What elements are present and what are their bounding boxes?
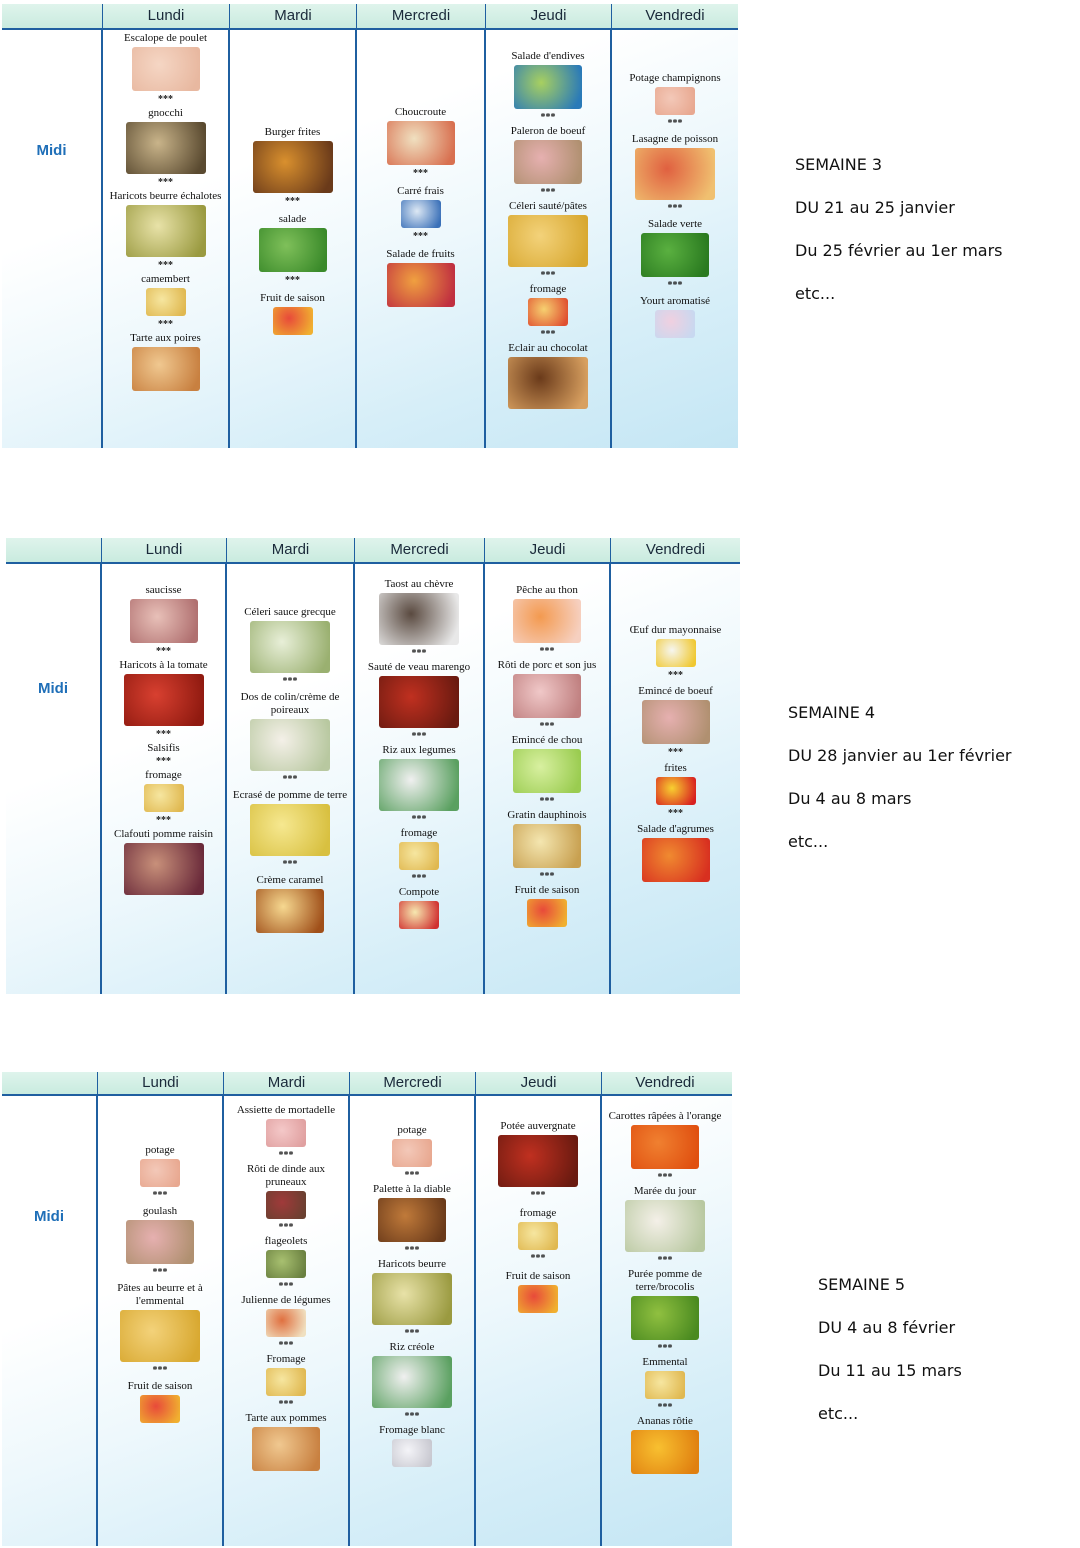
dish-separator: ***	[530, 1190, 546, 1201]
dish-separator: ***	[667, 203, 683, 214]
menu-week-5	[2, 1072, 732, 1546]
fruit-salad-icon	[387, 263, 455, 307]
dish-name: Burger frites	[264, 126, 321, 138]
tart-icon	[132, 347, 200, 391]
menu-body	[2, 30, 738, 448]
dish-name: Potage champignons	[629, 72, 721, 84]
dish-separator: ***	[540, 112, 556, 123]
soup-bowl-icon	[655, 87, 695, 115]
header-jeudi: Jeudi	[486, 4, 612, 28]
dish-separator: ***	[156, 646, 171, 657]
dish-separator: ***	[657, 1343, 673, 1354]
day-column-vendredi	[612, 30, 738, 448]
header-mercredi: Mercredi	[350, 1072, 476, 1094]
week-title: SEMAINE 5	[818, 1275, 906, 1294]
dish-name: Palette à la diable	[373, 1183, 451, 1195]
day-column-jeudi	[476, 1096, 602, 1546]
dish-name: Ecrasé de pomme de terre	[232, 789, 348, 801]
dish-separator: ***	[530, 1253, 546, 1264]
dish-name: Dos de colin/crème de poireaux	[240, 691, 340, 716]
dish-name: Purée pomme de terre/brocolis	[628, 1268, 702, 1293]
day-column-mardi	[230, 30, 357, 448]
dish-name: Emincé de boeuf	[638, 685, 713, 697]
dish-name: Assiette de mortadelle	[236, 1104, 336, 1116]
day-column-mardi	[224, 1096, 350, 1546]
dish-name: Haricots beurre	[377, 1258, 447, 1270]
dish-name: Tarte aux poires	[130, 332, 201, 344]
soup-bowl-icon	[140, 1159, 180, 1187]
compote-icon	[399, 901, 439, 929]
dish-name: Salade d'endives	[511, 50, 585, 62]
cheese-icon	[144, 784, 184, 812]
apple-cheese-icon	[528, 298, 568, 326]
endive-icon	[514, 65, 582, 109]
day-column-mardi	[227, 564, 355, 994]
dish-name: Choucroute	[394, 106, 447, 118]
date-range-2: Du 11 au 15 mars	[818, 1361, 962, 1380]
fruit-icon	[518, 1285, 558, 1313]
dish-separator: ***	[411, 814, 427, 825]
dish-separator: ***	[278, 1281, 294, 1292]
dish-separator: ***	[278, 1399, 294, 1410]
dish-separator: ***	[278, 1222, 294, 1233]
week-5-dates	[818, 1275, 962, 1447]
dish-separator: ***	[152, 1267, 168, 1278]
dish-separator: ***	[668, 670, 683, 681]
fromage-blanc-icon	[392, 1439, 432, 1467]
dish-name: Haricots beurre échalotes	[109, 190, 222, 202]
date-range-2: Du 25 février au 1er mars	[795, 241, 1003, 260]
potato-icon	[250, 804, 330, 856]
dish-name: Fruit de saison	[127, 1380, 193, 1392]
header-mercredi: Mercredi	[355, 538, 485, 562]
eclair-icon	[508, 357, 588, 409]
dish-separator: ***	[540, 270, 556, 281]
dish-separator: ***	[668, 808, 683, 819]
dish-name: Salade verte	[647, 218, 703, 230]
dish-name: fromage	[400, 827, 438, 839]
cabbage-icon	[513, 749, 581, 793]
burger-icon	[253, 141, 333, 193]
dish-name: Rôti de porc et son jus	[497, 659, 597, 671]
day-header	[2, 1072, 732, 1096]
dish-name: fromage	[145, 769, 182, 781]
date-range-1: DU 4 au 8 février	[818, 1318, 956, 1337]
dish-name: Pêche au thon	[516, 584, 578, 596]
cheese-icon	[399, 842, 439, 870]
fish-icon	[250, 719, 330, 771]
dish-name: fromage	[529, 283, 567, 295]
header-lundi: Lundi	[102, 538, 227, 562]
dish-separator: ***	[158, 319, 173, 330]
ham-icon	[266, 1119, 306, 1147]
dish-name: camembert	[141, 273, 190, 285]
flan-icon	[256, 889, 324, 933]
header-blank	[6, 538, 102, 562]
clafoutis-icon	[124, 843, 204, 895]
dish-separator: ***	[152, 1190, 168, 1201]
dish-name: Salade de fruits	[386, 248, 455, 260]
header-blank	[2, 1072, 98, 1094]
gratin-icon	[513, 824, 581, 868]
dish-name: Fromage	[266, 1353, 306, 1365]
dish-name: Potée auvergnate	[500, 1120, 576, 1132]
dish-name: potage	[397, 1124, 427, 1136]
dish-name: Marée du jour	[633, 1185, 697, 1197]
dish-name: potage	[145, 1144, 175, 1156]
stew-icon	[379, 676, 459, 728]
cheese-box-icon	[401, 200, 441, 228]
roast-icon	[378, 1198, 446, 1242]
pasta-icon	[508, 215, 588, 267]
dish-separator: ***	[404, 1170, 420, 1181]
dish-name: fromage	[519, 1207, 557, 1219]
label-column	[2, 1096, 98, 1546]
week-title: SEMAINE 4	[788, 703, 876, 722]
date-range-1: DU 21 au 25 janvier	[795, 198, 955, 217]
salad-icon	[259, 228, 327, 272]
dish-separator: ***	[158, 94, 173, 105]
dish-name: Ananas rôtie	[637, 1415, 693, 1427]
dish-separator: ***	[278, 1340, 294, 1351]
dish-name: goulash	[142, 1205, 178, 1217]
date-etc: etc...	[795, 284, 836, 303]
dish-name: Gratin dauphinois	[507, 809, 587, 821]
fruit-icon	[273, 307, 313, 335]
sausage-icon	[130, 599, 198, 643]
day-column-lundi	[102, 564, 227, 994]
sauerkraut-icon	[387, 121, 455, 165]
dish-name: Tarte aux pommes	[245, 1412, 327, 1424]
header-mardi: Mardi	[224, 1072, 350, 1094]
dish-name: frites	[664, 762, 687, 774]
dish-separator: ***	[158, 177, 173, 188]
day-column-mercredi	[357, 30, 486, 448]
day-column-lundi	[103, 30, 230, 448]
dish-name: Taost au chèvre	[384, 578, 454, 590]
day-column-vendredi	[602, 1096, 728, 1546]
dish-name: Carré frais	[397, 185, 444, 197]
dish-separator: ***	[411, 731, 427, 742]
header-vendredi: Vendredi	[635, 1074, 695, 1091]
dish-separator: ***	[156, 756, 171, 767]
dish-name: Sauté de veau marengo	[367, 661, 471, 673]
header-mardi: Mardi	[230, 4, 357, 28]
puree-icon	[631, 1296, 699, 1340]
dish-name: Haricots à la tomate	[119, 659, 208, 671]
dish-name: Fruit de saison	[505, 1270, 571, 1282]
dish-separator: ***	[411, 873, 427, 884]
dish-separator: ***	[404, 1411, 420, 1422]
date-etc: etc...	[818, 1404, 859, 1423]
soup-bowl-icon	[392, 1139, 432, 1167]
beef-icon	[642, 700, 710, 744]
dish-name: Yourt aromatisé	[639, 295, 711, 307]
dish-separator: ***	[404, 1245, 420, 1256]
week-title: SEMAINE 3	[795, 155, 883, 174]
dish-name: Clafouti pomme raisin	[114, 828, 213, 840]
day-column-mercredi	[350, 1096, 476, 1546]
dish-name: Eclair au chocolat	[508, 342, 588, 354]
pineapple-icon	[631, 1430, 699, 1474]
midi-label: Midi	[38, 680, 68, 697]
dish-name: Paleron de boeuf	[510, 125, 586, 137]
dish-name: flageolets	[264, 1235, 308, 1247]
beef-icon	[126, 1220, 194, 1264]
day-column-jeudi	[485, 564, 611, 994]
dish-name: Salsifis	[147, 742, 180, 754]
header-jeudi: Jeudi	[476, 1072, 602, 1094]
dish-separator: ***	[404, 1328, 420, 1339]
dish-name: Escalope de poulet	[123, 32, 208, 44]
header-mercredi: Mercredi	[357, 4, 486, 28]
header-vendredi: Vendredi	[645, 541, 706, 558]
beef-icon	[514, 140, 582, 184]
dish-separator: ***	[657, 1255, 673, 1266]
tart-icon	[252, 1427, 320, 1471]
dish-separator: ***	[285, 275, 300, 286]
dish-name: Riz créole	[389, 1341, 435, 1353]
dish-separator: ***	[285, 196, 300, 207]
day-column-lundi	[98, 1096, 224, 1546]
dish-separator: ***	[539, 646, 555, 657]
cheese-icon	[518, 1222, 558, 1250]
turkey-icon	[266, 1191, 306, 1219]
header-lundi: Lundi	[103, 4, 230, 28]
dish-separator: ***	[657, 1172, 673, 1183]
dish-name: salade	[278, 213, 307, 225]
cheese-icon	[266, 1368, 306, 1396]
beans-green-icon	[266, 1250, 306, 1278]
pork-icon	[513, 674, 581, 718]
dish-name: Emmental	[642, 1356, 688, 1368]
lasagna-icon	[635, 148, 715, 200]
fish-icon	[625, 1200, 705, 1252]
fries-icon	[656, 777, 696, 805]
dish-name: Fruit de saison	[514, 884, 580, 896]
dish-name: Riz aux legumes	[382, 744, 456, 756]
fruit-icon	[140, 1395, 180, 1423]
dish-separator: ***	[539, 796, 555, 807]
menu-body	[6, 564, 740, 994]
dish-separator: ***	[667, 118, 683, 129]
beans-red-icon	[124, 674, 204, 726]
lettuce-icon	[641, 233, 709, 277]
midi-label: Midi	[36, 142, 67, 159]
dish-name: Fruit de saison	[260, 292, 325, 304]
day-column-jeudi	[486, 30, 612, 448]
header-blank	[2, 4, 103, 28]
dish-separator: ***	[282, 676, 298, 687]
dish-name: Julienne de légumes	[241, 1294, 331, 1306]
dish-name: Lasagne de poisson	[631, 133, 719, 145]
gnocchi-icon	[126, 122, 206, 174]
dish-separator: ***	[282, 859, 298, 870]
menu-body	[2, 1096, 732, 1546]
day-column-vendredi	[611, 564, 740, 994]
dish-name: Emincé de chou	[511, 734, 583, 746]
dish-separator: ***	[282, 774, 298, 785]
dish-name: gnocchi	[148, 107, 183, 119]
rice-icon	[372, 1356, 452, 1408]
day-header	[2, 4, 738, 30]
fruit-icon	[527, 899, 567, 927]
dish-separator: ***	[152, 1365, 168, 1376]
dish-separator: ***	[539, 871, 555, 882]
dish-separator: ***	[278, 1150, 294, 1161]
dish-name: Salade d'agrumes	[637, 823, 714, 835]
pasta-icon	[120, 1310, 200, 1362]
peach-icon	[513, 599, 581, 643]
egg-icon	[656, 639, 696, 667]
dish-separator: ***	[156, 815, 171, 826]
cheese-icon	[645, 1371, 685, 1399]
dish-separator: ***	[413, 168, 428, 179]
dish-name: Carottes râpées à l'orange	[608, 1110, 722, 1122]
dish-separator: ***	[158, 260, 173, 271]
dish-separator: ***	[411, 648, 427, 659]
dish-separator: ***	[667, 280, 683, 291]
carrot-icon	[631, 1125, 699, 1169]
date-range-1: DU 28 janvier au 1er février	[788, 746, 1012, 765]
stew-icon	[498, 1135, 578, 1187]
week-3-dates	[795, 155, 1003, 327]
dish-name: Œuf dur mayonnaise	[629, 624, 722, 636]
yogurt-icon	[655, 310, 695, 338]
citrus-icon	[642, 838, 710, 882]
day-header	[6, 538, 740, 564]
dish-name: Compote	[398, 886, 440, 898]
date-etc: etc...	[788, 832, 829, 851]
rice-icon	[379, 759, 459, 811]
label-column	[6, 564, 102, 994]
dish-name: Crème caramel	[256, 874, 324, 886]
dish-name: saucisse	[145, 584, 182, 596]
dish-separator: ***	[668, 747, 683, 758]
dish-separator: ***	[540, 187, 556, 198]
dish-separator: ***	[156, 729, 171, 740]
dish-name: Pâtes au beurre et à l'emmental	[117, 1282, 203, 1307]
date-range-2: Du 4 au 8 mars	[788, 789, 912, 808]
celery-icon	[250, 621, 330, 673]
header-jeudi: Jeudi	[485, 538, 611, 562]
beans-icon	[126, 205, 206, 257]
dish-name: Rôti de dinde aux pruneaux	[247, 1163, 325, 1188]
chicken-icon	[132, 47, 200, 91]
header-lundi: Lundi	[98, 1072, 224, 1094]
week-4-dates	[788, 703, 1011, 875]
dish-separator: ***	[413, 231, 428, 242]
label-column	[2, 30, 103, 448]
menu-week-3	[2, 4, 738, 448]
dish-name: Céleri sauce grecque	[244, 606, 336, 618]
menu-week-4	[6, 538, 740, 994]
vegetables-icon	[266, 1309, 306, 1337]
midi-label: Midi	[34, 1208, 64, 1225]
dish-name: Fromage blanc	[379, 1424, 445, 1436]
header-vendredi: Vendredi	[645, 7, 705, 24]
toast-icon	[379, 593, 459, 645]
beans-icon	[372, 1273, 452, 1325]
dish-separator: ***	[540, 329, 556, 340]
dish-name: Céleri sauté/pâtes	[509, 200, 587, 212]
day-column-mercredi	[355, 564, 485, 994]
dish-separator: ***	[657, 1402, 673, 1413]
cheese-icon	[146, 288, 186, 316]
dish-separator: ***	[539, 721, 555, 732]
header-mardi: Mardi	[227, 538, 355, 562]
